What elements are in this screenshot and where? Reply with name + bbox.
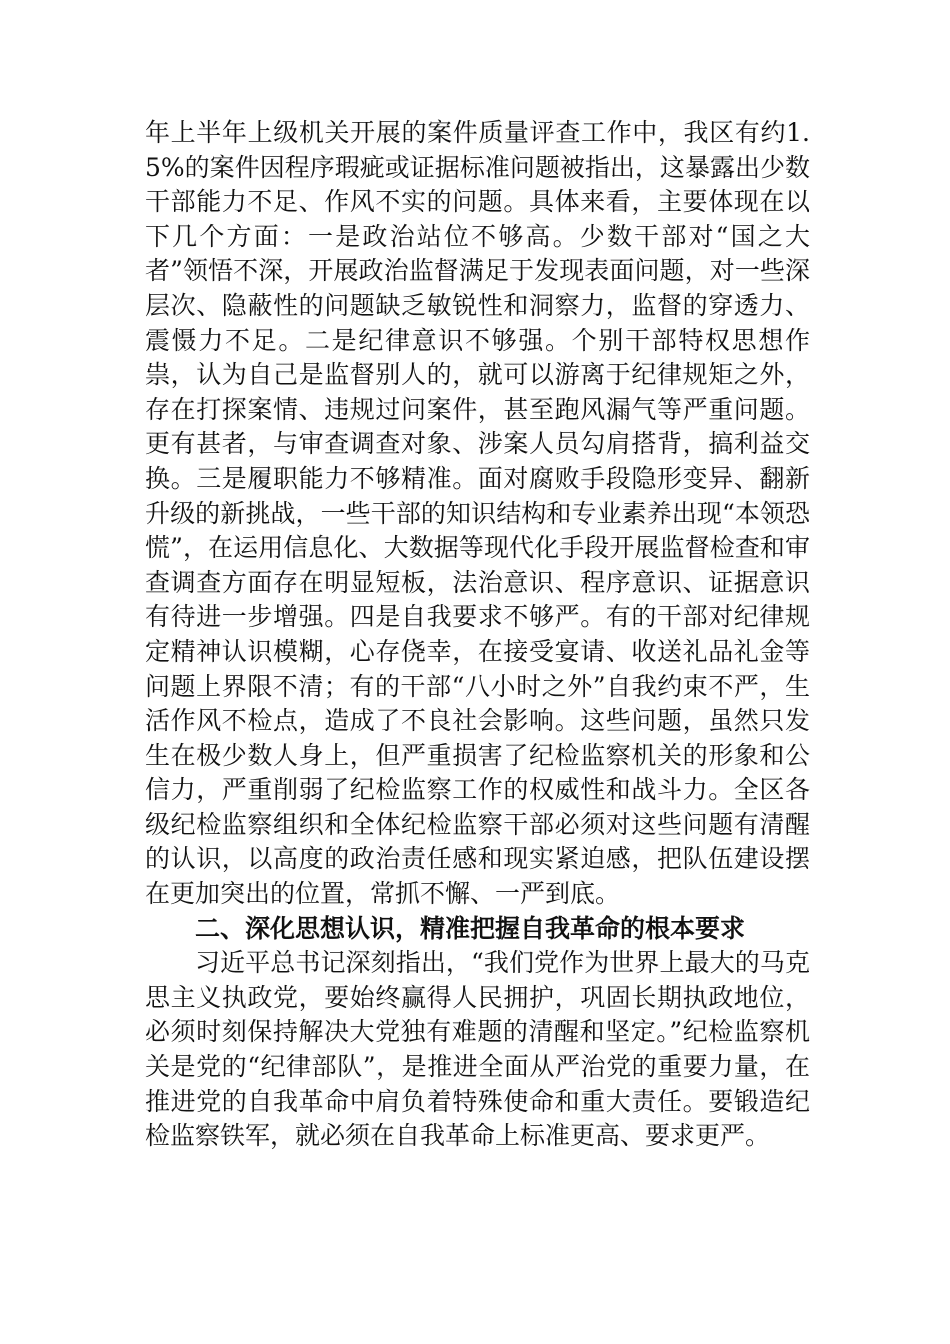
paragraph: 习近平总书记深刻指出，“我们党作为世界上最大的马克思主义执政党，要始终赢得人民拥护，巩固长期执政地位，必须时刻保持解决大党独有难题的清醒和坚定。”纪检监察机关是党的“纪律部队”，是推进全面从严治党的重要力量，在推进党的自我革命中肩负着特殊使命和重大责任。要锻造纪检监察铁军，就必须在自我革命上标准更高、要求更严。 — [145, 948, 810, 1151]
document-body — [145, 116, 810, 1154]
paragraph-continued: 年上半年上级机关开展的案件质量评查工作中，我区有约1.5%的案件因程序瑕疵或证据标准问题被指出，这暴露出少数干部能力不足、作风不实的问题。具体来看，主要体现在以下几个方面：一是政治站位不够高。少数干部对“国之大者”领悟不深，开展政治监督满足于发现表面问题，对一些深层次、隐蔽性的问题缺乏敏锐性和洞察力，监督的穿透力、震慑力不足。二是纪律意识不够强。个别干部特权思想作祟，认为自己是监督别人的，就可以游离于纪律规矩之外，存在打探案情、违规过问案件，甚至跑风漏气等严重问题。更有甚者，与审查调查对象、涉案人员勾肩搭背，搞利益交换。三是履职能力不够精准。面对腐败手段隐形变异、翻新升级的新挑战，一些干部的知识结构和专业素养出现“本领恐慌”，在运用信息化、大数据等现代化手段开展监督检查和审查调查方面存在明显短板，法治意识、程序意识、证据意识有待进一步增强。四是自我要求不够严。有的干部对纪律规定精神认识模糊，心存侥幸，在接受宴请、收送礼品礼金等问题上界限不清；有的干部“八小时之外”自我约束不严，生活作风不检点，造成了不良社会影响。这些问题，虽然只发生在极少数人身上，但严重损害了纪检监察机关的形象和公信力，严重削弱了纪检监察工作的权威性和战斗力。全区各级纪检监察组织和全体纪检监察干部必须对这些问题有清醒的认识，以高度的政治责任感和现实紧迫感，把队伍建设摆在更加突出的位置，常抓不懈、一严到底。 — [145, 118, 810, 909]
section-heading: 二、深化思想认识，精准把握自我革命的根本要求 — [195, 913, 746, 943]
